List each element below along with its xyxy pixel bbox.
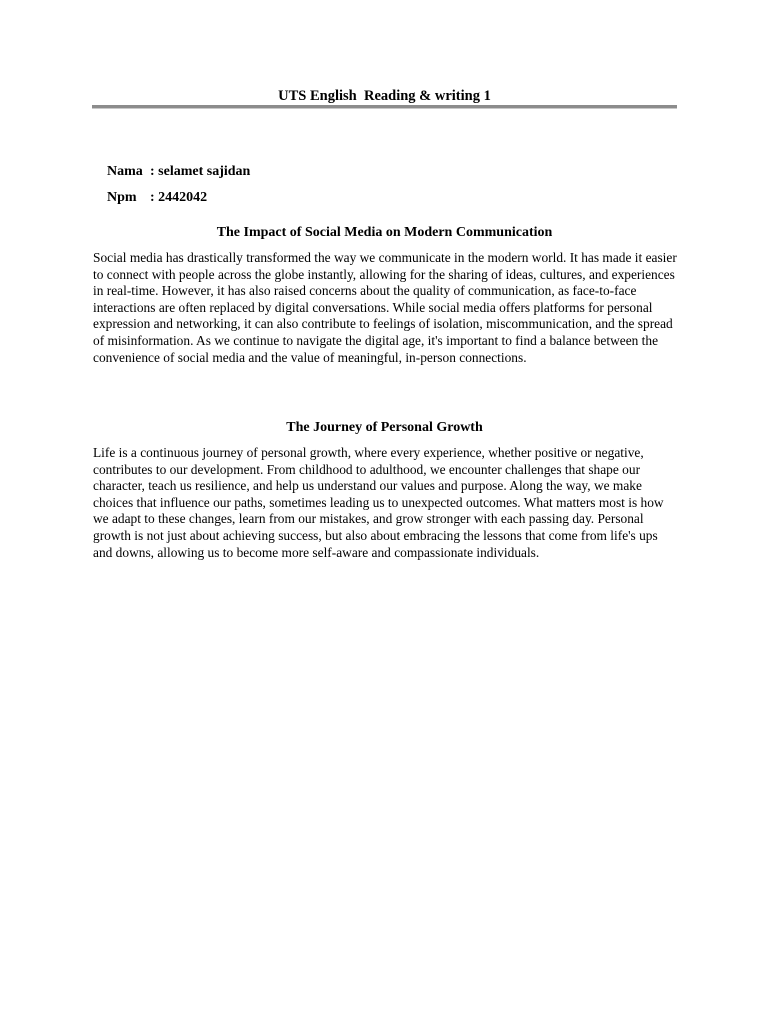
student-npm-value: : 2442042	[150, 190, 208, 205]
section-1-title: The Impact of Social Media on Modern Communication	[216, 225, 553, 240]
student-npm-label: Npm	[107, 190, 137, 205]
section-2-title: The Journey of Personal Growth	[286, 420, 483, 435]
section-1-body: Social media has drastically transformed the way we communicate in the modern world. It has made it easier to connect with people across the globe instantly, allowing for the sharing of ideas, cultures, and experiences in real-time. However, it has also raised concerns about the quality of communication, as face-to-face interactions are often replaced by digital conversations. While social media offers platforms for personal expression and networking, it can also contribute to feelings of isolation, miscommunication, and the spread of misinformation. As we continue to navigate the digital age, it's important to find a balance between the convenience of social media and the value of meaningful, in-person connections.	[93, 250, 677, 365]
title-divider-shadow	[92, 108, 677, 109]
student-npm-row	[93, 171, 207, 225]
section-2-body: Life is a continuous journey of personal growth, where every experience, whether positive or negative, contributes to our development. From childhood to adulthood, we encounter challenges that shape our character, teach us resilience, and help us understand our values and purpose. Along the way, we make choices that influence our paths, sometimes leading us to unexpected outcomes. What matters most is how we adapt to these changes, learn from our mistakes, and grow stronger with each passing day. Personal growth is not just about achieving success, but also about embracing the lessons that come from life's ups and downs, allowing us to become more self-aware and compassionate individuals.	[93, 445, 664, 560]
student-name-label: Nama	[107, 164, 143, 179]
student-name-value: : selamet sajidan	[150, 164, 251, 179]
document-title: UTS English Reading & writing 1	[278, 88, 491, 104]
